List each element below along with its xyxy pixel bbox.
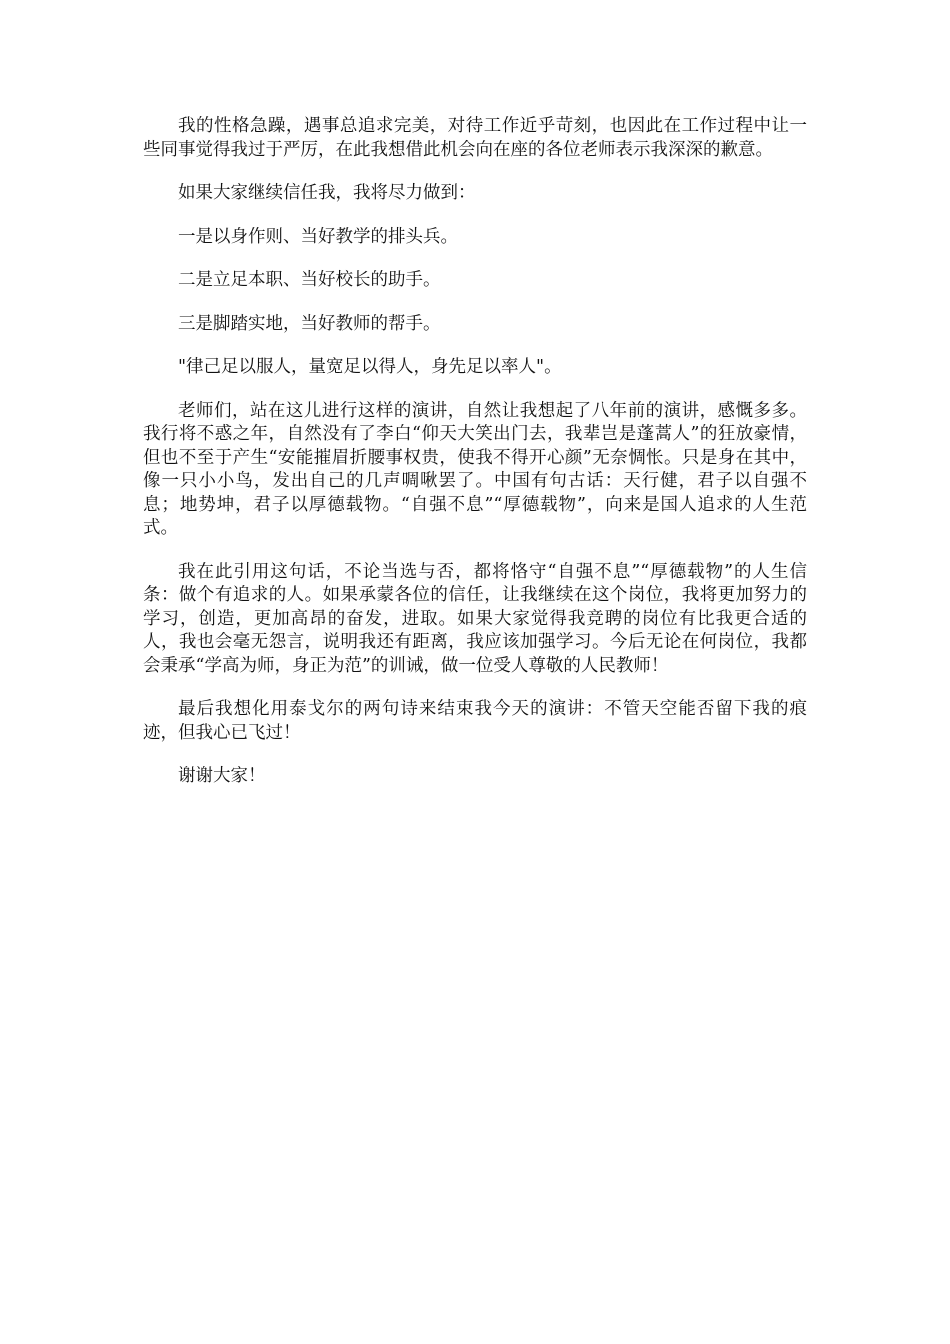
paragraph-thanks: 谢谢大家！ xyxy=(178,766,266,786)
paragraph-commitment-2: 二是立足本职、当好校长的助手。 xyxy=(178,270,441,290)
paragraph-commitment-3: 三是脚踏实地，当好教师的帮手。 xyxy=(178,313,441,334)
paragraph-commitment-1: 一是以身作则、当好教学的排头兵。 xyxy=(178,226,458,247)
document-body xyxy=(143,115,807,809)
paragraph-pledge: 我在此引用这句话，不论当选与否，都将恪守“自强不息”“厚德载物”的人生信条：做个有追求的人。如果承蒙各位的信任，让我继续在这个岗位，我将更加努力的学习，创造，更加高昂的奋发，进取。如果大家觉得我竞聘的岗位有比我更合适的人，我也会毫无怨言，说明我还有距离，我应该加强学习。今后无论在何岗位，我都会秉承“学高为师，身正为范”的训诫，做一位受人尊敬的人民教师！ xyxy=(143,561,807,676)
paragraph-commitment-intro: 如果大家继续信任我，我将尽力做到： xyxy=(178,183,476,203)
paragraph-apology: 我的性格急躁，遇事总追求完美，对待工作近乎苛刻，也因此在工作过程中让一些同事觉得我过于严厉，在此我想借此机会向在座的各位老师表示我深深的歉意。 xyxy=(143,116,807,160)
paragraph-motto-quote: "律己足以服人，量宽足以得人，身先足以率人"。 xyxy=(178,357,562,377)
paragraph-closing-poem: 最后我想化用泰戈尔的两句诗来结束我今天的演讲：不管天空能否留下我的痕迹，但我心已飞过！ xyxy=(143,699,807,743)
paragraph-reflection: 老师们，站在这儿进行这样的演讲，自然让我想起了八年前的演讲，感慨多多。我行将不惑之年，自然没有了李白“仰天大笑出门去，我辈岂是蓬蒿人”的狂放豪情，但也不至于产生“安能摧眉折腰事权贵，使我不得开心颜”无奈惆怅。只是身在其中，像一只小小鸟，发出自己的几声啁啾罢了。中国有句古话：天行健，君子以自强不息；地势坤，君子以厚德载物。“自强不息”“厚德载物”，向来是国人追求的人生范式。 xyxy=(143,400,807,538)
